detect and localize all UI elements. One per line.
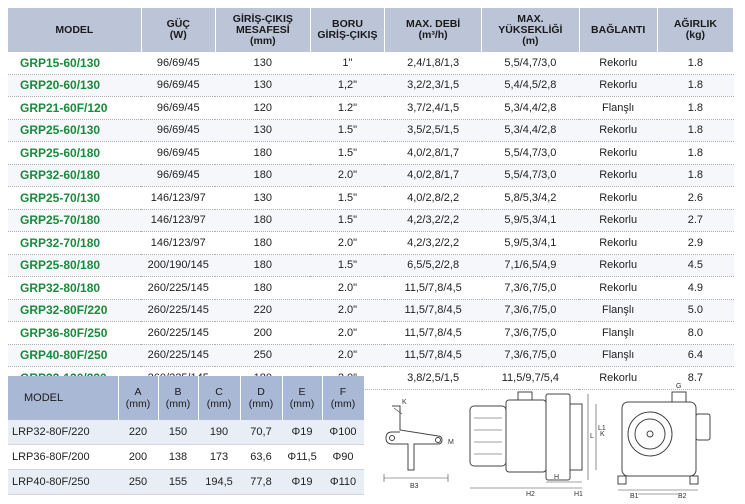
spec-cell: 2.0" (310, 232, 384, 255)
spec-row (8, 299, 734, 322)
spec-cell: 4,0/2,8/1,7 (384, 142, 481, 165)
spec-header-6 (579, 8, 657, 52)
spec-header-text: BORU (331, 18, 363, 30)
spec-cell: 6,5/5,2/2,8 (384, 254, 481, 277)
spec-row (8, 322, 734, 345)
spec-cell: 8.7 (657, 367, 733, 390)
spec-row (8, 142, 734, 165)
spec-model-cell: GRP25-70/180 (8, 209, 141, 232)
dims-header-text: (mm) (248, 398, 274, 410)
spec-cell: 2.0" (310, 164, 384, 187)
spec-row (8, 187, 734, 210)
dims-header-text: F (339, 386, 347, 398)
spec-model-cell: GRP15-60/130 (8, 52, 141, 74)
dims-cell: 220 (118, 420, 158, 445)
dims-header-3 (198, 376, 240, 420)
dims-header-text: A (134, 386, 142, 398)
spec-cell: 5,4/4,5/2,8 (482, 74, 579, 97)
spec-cell: 96/69/45 (141, 164, 215, 187)
spec-cell: Rekorlu (579, 209, 657, 232)
dims-header-4 (240, 376, 282, 420)
spec-cell: Rekorlu (579, 187, 657, 210)
spec-model-cell: GRP32-60/180 (8, 164, 141, 187)
dims-header-text: (mm) (125, 398, 151, 410)
dims-cell: Φ19 (282, 420, 322, 445)
label-b1: B1 (630, 493, 639, 500)
spec-cell: 7,3/6,7/5,0 (482, 322, 579, 345)
spec-cell: 11,5/7,8/4,5 (384, 277, 481, 300)
spec-row (8, 74, 734, 97)
spec-header-5 (482, 8, 579, 52)
spec-cell: 7,1/6,5/4,9 (482, 254, 579, 277)
spec-row (8, 277, 734, 300)
spec-cell: 130 (215, 52, 310, 74)
spec-model-cell: GRP32-80F/220 (8, 299, 141, 322)
spec-cell: 11,5/9,7/5,4 (482, 367, 579, 390)
spec-cell: 1.5" (310, 209, 384, 232)
pump-spec-table (8, 8, 734, 390)
spec-header-text: BAĞLANTI (591, 23, 646, 36)
pump-front-view (618, 392, 710, 494)
spec-header-text: MODEL (55, 23, 94, 36)
spec-cell: 7,3/6,7/5,0 (482, 344, 579, 367)
spec-header-text: (m³/h) (418, 29, 448, 41)
spec-cell: 180 (215, 142, 310, 165)
spec-model-cell: GRP25-60/180 (8, 142, 141, 165)
dims-header-text: (mm) (289, 398, 315, 410)
spec-header-text: AĞIRLIK (673, 18, 717, 30)
spec-cell: 5,9/5,3/4,1 (482, 232, 579, 255)
spec-cell: 96/69/45 (141, 142, 215, 165)
spec-cell: 2.6 (657, 187, 733, 210)
spec-cell: Rekorlu (579, 254, 657, 277)
spec-cell: 180 (215, 277, 310, 300)
spec-cell: 3,5/2,5/1,5 (384, 119, 481, 142)
spec-cell: 1.5" (310, 119, 384, 142)
dims-cell: 150 (158, 420, 198, 445)
spec-cell: Rekorlu (579, 142, 657, 165)
dims-cell: 155 (158, 470, 198, 495)
dims-header-text: MODEL (24, 392, 64, 404)
dims-row (8, 420, 364, 445)
spec-row (8, 209, 734, 232)
spec-row (8, 164, 734, 187)
dims-header-text: B (174, 386, 182, 398)
dims-cell: 70,7 (240, 420, 282, 445)
pump-side-view (470, 392, 596, 488)
spec-cell: 130 (215, 74, 310, 97)
dims-cell: 200 (118, 445, 158, 470)
dimension-table (8, 376, 365, 495)
dims-cell: 173 (198, 445, 240, 470)
spec-header-text: (m) (522, 34, 539, 47)
spec-header-text: (kg) (685, 29, 706, 41)
spec-header-1 (141, 8, 215, 52)
label-h2: H2 (526, 491, 535, 498)
spec-cell: Flanşlı (579, 97, 657, 120)
label-k: K (402, 399, 407, 406)
label-m: M (448, 439, 454, 446)
spec-cell: 120 (215, 97, 310, 120)
spec-header-text: YÜKSEKLİĞİ (498, 23, 563, 36)
label-h1: H1 (574, 491, 583, 498)
spec-cell: 96/69/45 (141, 119, 215, 142)
spec-cell: 2.0" (310, 322, 384, 345)
label-b3: B3 (410, 483, 419, 490)
dims-cell: 194,5 (198, 470, 240, 495)
dims-header-text: E (298, 386, 306, 398)
dims-cell: 63,6 (240, 445, 282, 470)
spec-cell: 260/225/145 (141, 277, 215, 300)
dims-header-text: D (257, 386, 265, 398)
dims-header-text: (mm) (165, 398, 191, 410)
spec-cell: Rekorlu (579, 277, 657, 300)
spec-cell: 4,2/3,2/2,2 (384, 209, 481, 232)
spec-cell: Rekorlu (579, 164, 657, 187)
spec-cell: 1.5" (310, 254, 384, 277)
spec-cell: 200/190/145 (141, 254, 215, 277)
spec-cell: 1.8 (657, 74, 733, 97)
spec-cell: 146/123/97 (141, 209, 215, 232)
dims-model-cell: LRP40-80F/250 (8, 470, 118, 495)
spec-cell: 5.0 (657, 299, 733, 322)
label-k2: K (600, 431, 605, 438)
spec-cell: 5,3/4,4/2,8 (482, 119, 579, 142)
dims-cell: Φ90 (322, 445, 364, 470)
dims-cell: 250 (118, 470, 158, 495)
pump-technical-drawing (378, 378, 740, 500)
label-g: G (676, 383, 682, 390)
spec-cell: 5,5/4,7/3,0 (482, 142, 579, 165)
spec-cell: 260/225/145 (141, 322, 215, 345)
spec-header-text: (mm) (250, 34, 276, 47)
spec-cell: 5,9/5,3/4,1 (482, 209, 579, 232)
dims-cell: 190 (198, 420, 240, 445)
label-h: H (554, 474, 560, 481)
dims-header-text: C (215, 386, 223, 398)
dims-row (8, 445, 364, 470)
label-l: L (590, 433, 594, 440)
spec-cell: 200 (215, 322, 310, 345)
spec-header-text: GİRİŞ-ÇIKIŞ (232, 12, 293, 25)
spec-cell: 4.5 (657, 254, 733, 277)
spec-cell: 96/69/45 (141, 52, 215, 74)
spec-row (8, 344, 734, 367)
spec-cell: Rekorlu (579, 367, 657, 390)
dims-header-1 (118, 376, 158, 420)
dims-cell: 138 (158, 445, 198, 470)
dims-cell: 77,8 (240, 470, 282, 495)
spec-cell: 2.7 (657, 209, 733, 232)
spec-header-text: GİRİŞ-ÇIKIŞ (317, 29, 378, 41)
spec-cell: 7,3/6,7/5,0 (482, 277, 579, 300)
spec-cell: 1.8 (657, 97, 733, 120)
spec-cell: 5,3/4,4/2,8 (482, 97, 579, 120)
spec-row (8, 254, 734, 277)
dims-header-5 (282, 376, 322, 420)
spec-model-cell: GRP21-60F/120 (8, 97, 141, 120)
dims-cell: Φ11,5 (282, 445, 322, 470)
spec-cell: 8.0 (657, 322, 733, 345)
spec-cell: Rekorlu (579, 74, 657, 97)
spec-cell: 5,5/4,7/3,0 (482, 164, 579, 187)
spec-cell: 1" (310, 52, 384, 74)
spec-cell: 3,8/2,5/1,5 (384, 367, 481, 390)
spec-header-0 (8, 8, 141, 52)
spec-cell: 180 (215, 209, 310, 232)
spec-cell: 146/123/97 (141, 187, 215, 210)
spec-cell: 260/225/145 (141, 344, 215, 367)
spec-cell: 220 (215, 299, 310, 322)
spec-cell: Flanşlı (579, 344, 657, 367)
dims-cell: Φ110 (322, 470, 364, 495)
spec-row (8, 232, 734, 255)
spec-cell: 180 (215, 254, 310, 277)
spec-cell: 96/69/45 (141, 97, 215, 120)
spec-cell: 3,7/2,4/1,5 (384, 97, 481, 120)
spec-model-cell: GRP32-70/180 (8, 232, 141, 255)
dims-header-2 (158, 376, 198, 420)
spec-model-cell: GRP20-60/130 (8, 74, 141, 97)
spec-cell: 1.8 (657, 119, 733, 142)
spec-cell: 1.8 (657, 142, 733, 165)
spec-cell: 2.0" (310, 344, 384, 367)
spec-cell: 2.0" (310, 299, 384, 322)
spec-cell: 130 (215, 187, 310, 210)
dims-row (8, 470, 364, 495)
spec-cell: 5,5/4,7/3,0 (482, 52, 579, 74)
spec-row (8, 52, 734, 74)
spec-cell: 4,0/2,8/1,7 (384, 164, 481, 187)
spec-model-cell: GRP40-80F/250 (8, 344, 141, 367)
dims-cell: Φ19 (282, 470, 322, 495)
spec-cell: 4.9 (657, 277, 733, 300)
spec-cell: 5,8/5,3/4,2 (482, 187, 579, 210)
spec-cell: 1.8 (657, 52, 733, 74)
label-l1: L1 (598, 425, 606, 432)
spec-header-2 (215, 8, 310, 52)
spec-cell: 180 (215, 164, 310, 187)
dims-cell: Φ100 (322, 420, 364, 445)
spec-cell: 96/69/45 (141, 74, 215, 97)
spec-cell: 4,0/2,8/2,2 (384, 187, 481, 210)
spec-cell: 180 (215, 232, 310, 255)
spec-row (8, 119, 734, 142)
spec-cell: 1.2" (310, 97, 384, 120)
spec-cell: Flanşlı (579, 299, 657, 322)
spec-cell: 146/123/97 (141, 232, 215, 255)
spec-cell: 6.4 (657, 344, 733, 367)
spec-header-text: MAX. (517, 12, 544, 25)
spec-model-cell: GRP32-80/180 (8, 277, 141, 300)
dims-model-cell: LRP36-80F/200 (8, 445, 118, 470)
spec-header-3 (310, 8, 384, 52)
spec-header-text: (W) (169, 29, 187, 41)
spec-cell: Rekorlu (579, 119, 657, 142)
dims-model-cell: LRP32-80F/220 (8, 420, 118, 445)
spec-cell: Rekorlu (579, 52, 657, 74)
spec-cell: 260/225/145 (141, 299, 215, 322)
spec-cell: 2.0" (310, 277, 384, 300)
spec-header-row (8, 8, 734, 52)
spec-cell: 2.9 (657, 232, 733, 255)
spec-header-text: MAX. DEBİ (405, 18, 461, 30)
spec-header-text: GÜÇ (166, 18, 190, 30)
spec-cell: 3,2/2,3/1,5 (384, 74, 481, 97)
spec-cell: 1,2" (310, 74, 384, 97)
dims-header-6 (322, 376, 364, 420)
spec-cell: 11,5/7,8/4,5 (384, 344, 481, 367)
spec-header-text: MESAFESİ (236, 23, 290, 36)
dims-header-0 (8, 376, 118, 420)
spec-cell: 2,4/1,8/1,3 (384, 52, 481, 74)
spec-cell: 1.5" (310, 187, 384, 210)
bracket-drawing (384, 406, 448, 482)
spec-cell: 250 (215, 344, 310, 367)
dims-header-text: (mm) (330, 398, 356, 410)
spec-row (8, 97, 734, 120)
spec-model-cell: GRP36-80F/250 (8, 322, 141, 345)
spec-cell: 1.5" (310, 142, 384, 165)
spec-cell: 11,5/7,8/4,5 (384, 322, 481, 345)
spec-cell: Flanşlı (579, 322, 657, 345)
spec-cell: 4,2/3,2/2,2 (384, 232, 481, 255)
spec-cell: 1.8 (657, 164, 733, 187)
spec-cell: Rekorlu (579, 232, 657, 255)
spec-cell: 11,5/7,8/4,5 (384, 299, 481, 322)
label-b2: B2 (678, 493, 687, 500)
spec-header-4 (384, 8, 481, 52)
dims-header-row (8, 376, 364, 420)
spec-model-cell: GRP25-60/130 (8, 119, 141, 142)
spec-cell: 7,3/6,7/5,0 (482, 299, 579, 322)
dims-header-text: (mm) (206, 398, 232, 410)
spec-model-cell: GRP25-80/180 (8, 254, 141, 277)
spec-cell: 130 (215, 119, 310, 142)
spec-model-cell: GRP25-70/130 (8, 187, 141, 210)
spec-header-7 (657, 8, 733, 52)
